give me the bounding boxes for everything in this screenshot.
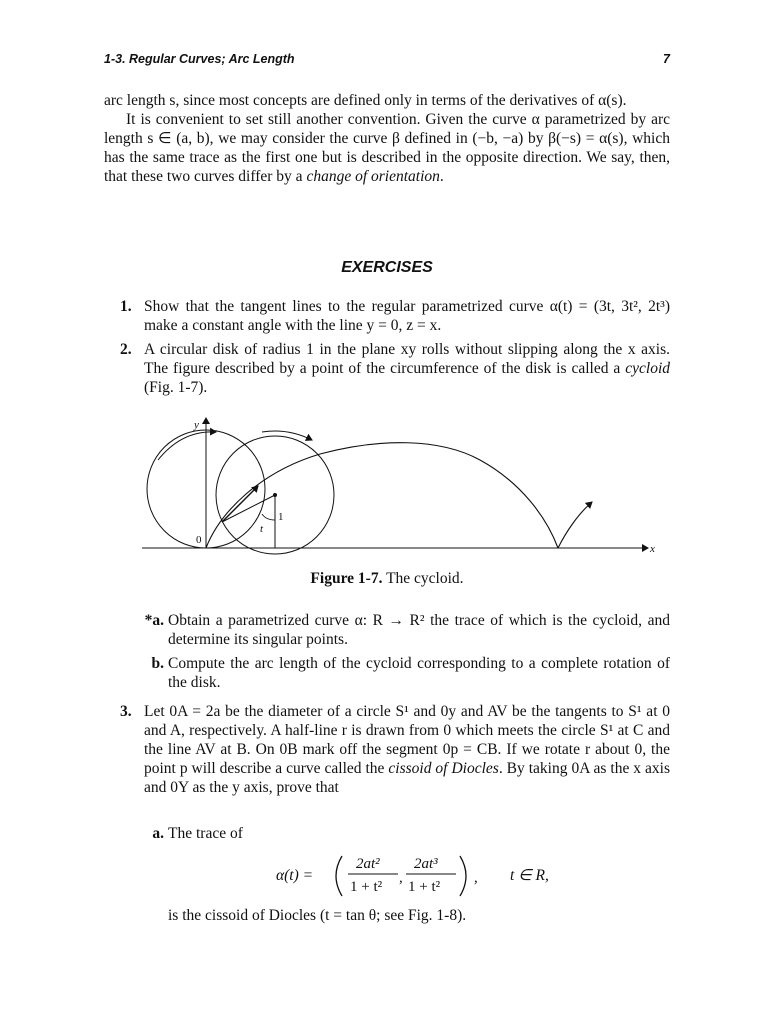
exercise-text: A circular disk of radius 1 in the plane xy rolls without slipping along the x axis. The figure described by a point of the circumference of the disk is called a [144,341,670,377]
paragraph-continuation: arc length s, since most concepts are defined only in terms of the derivatives of α(s). [104,92,627,109]
formula-comma: , [399,870,403,886]
angle-arc [262,514,275,520]
running-head [104,52,670,68]
fraction-1-denominator: 1 + t² [350,879,383,895]
exercise-number: 1. [120,298,132,315]
subpart-text: Compute the arc length of the cycloid corresponding to a complete rotation of the disk. [168,655,670,691]
subpart-label: *a. [144,612,164,629]
subpart-label: a. [152,825,164,842]
formula-domain: t ∈ R, [510,867,549,884]
radius-label: 1 [278,511,284,523]
cissoid-formula [270,850,600,900]
exercise-text: Let 0A = 2a be the diameter of a circle S¹ and 0y and AV be the tangents to S¹ at 0 and A, respectively. A half-line r is drawn from 0 which meets the circle S¹ at C and the line AV at B. On 0B mark off the segment 0p = CB. If we rotate r about 0, the point p will describe a curve called the [144,703,670,777]
figure-caption [104,570,670,588]
exercise-3a [152,824,670,843]
subpart-text: Obtain a parametrized curve α: R → R² the trace of which is the cycloid, and determine its singular points. [168,612,670,648]
origin-label: 0 [196,534,202,546]
paragraph-orientation-text: It is convenient to set still another convention. Given the curve α parametrized by arc length s ∈ (a, b), we may consider the curve β defined in (−b, −a) by β(−s) = α(s), which has the same trace as the first one but is described in the opposite direction. We say, then, that these two curves differ by a [104,111,670,185]
exercise-text-end: (Fig. 1-7). [144,379,208,396]
angle-label: t [260,523,264,535]
page-number: 7 [663,52,670,66]
subpart-text: The trace of [168,825,243,842]
exercise-number: 2. [120,341,132,358]
formula-lhs: α(t) = [276,867,314,884]
exercise-2a [144,611,670,649]
fraction-1-numerator: 2at² [356,856,380,872]
disk-center [273,493,277,497]
emphasis-cycloid: cycloid [625,360,671,377]
exercise-number: 3. [120,703,132,720]
tangent-arrow [222,486,258,522]
exercise-2b [151,654,670,692]
exercise-3 [120,702,671,797]
paragraph-orientation [104,110,670,186]
fraction-2-denominator: 1 + t² [408,879,441,895]
running-head-title: 1-3. Regular Curves; Arc Length [104,52,295,66]
y-axis-label: y [194,419,199,431]
disk-rotation-arrow [158,432,216,460]
cycloid-arch [558,502,592,548]
exercise-1 [120,297,670,335]
x-axis-label: x [650,543,655,555]
disk-rotation-arrow [262,431,312,440]
cycloid-figure [140,412,660,562]
exercise-2 [120,340,671,397]
paragraph-end: . [439,168,444,185]
emphasis-change-of-orientation: change of orientation [306,168,440,185]
right-paren [460,856,466,896]
formula-trailing-comma: , [474,870,478,886]
exercise-text: Show that the tangent lines to the regular parametrized curve α(t) = (3t, 3t², 2t³) make a constant angle with the line y = 0, z = x. [144,298,670,334]
formula-conclusion: is the cissoid of Diocles (t = tan θ; see Fig. 1-8). [168,907,467,924]
figure-number: Figure 1-7. [310,570,383,587]
fraction-2-numerator: 2at³ [414,856,438,872]
left-paren [336,856,342,896]
exercise-text-end: . By taking 0A as the x axis and 0Y as the y axis, prove that [144,760,671,796]
emphasis-cissoid: cissoid of Diocles [388,760,499,777]
exercises-heading: EXERCISES [341,259,433,276]
radius-to-point [222,495,275,522]
figure-caption-text: The cycloid. [386,570,464,587]
opening-paragraph [104,91,670,186]
subpart-label: b. [151,655,164,672]
cycloid-arch [206,443,558,548]
